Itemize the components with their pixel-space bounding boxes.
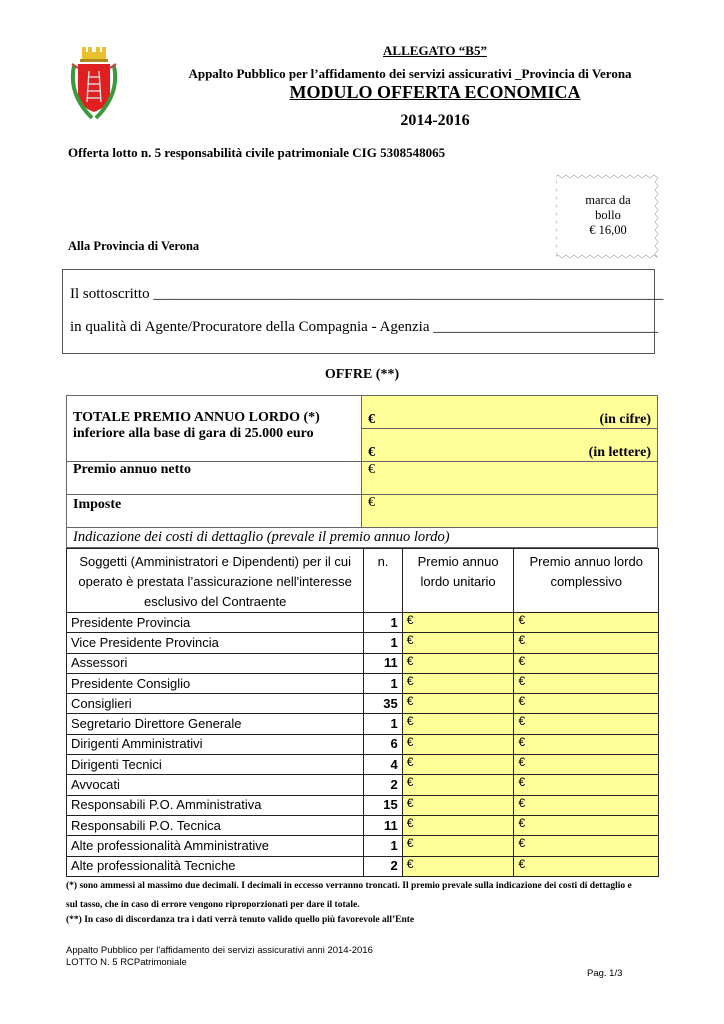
subject-count: 11	[364, 815, 402, 835]
subject-name: Alte professionalità Tecniche	[67, 856, 364, 876]
euro-sign: €	[518, 815, 526, 830]
subject-count: 1	[364, 836, 402, 856]
subject-name: Responsabili P.O. Amministrativa	[67, 795, 364, 815]
taxes-field[interactable]	[362, 495, 658, 528]
stamp-line-2: bollo	[595, 208, 621, 222]
declaration-box	[62, 269, 655, 354]
subject-count: 1	[364, 673, 402, 693]
stamp-line-1: marca da	[585, 193, 631, 207]
unit-premium-field[interactable]	[402, 673, 514, 693]
euro-sign: €	[406, 734, 414, 749]
footer-line-2: LOTTO N. 5 RCPatrimoniale	[66, 957, 187, 968]
recipient: Alla Provincia di Verona	[68, 239, 200, 253]
subject-name: Alte professionalità Amministrative	[67, 836, 364, 856]
subject-count: 2	[364, 856, 402, 876]
header-unit-premium: Premio annuo lordo unitario	[402, 549, 514, 613]
total-premium-label: TOTALE PREMIO ANNUO LORDO (*) inferiore alla base di gara di 25.000 euro	[67, 396, 362, 462]
euro-sign: €	[406, 755, 414, 770]
total-premium-field[interactable]	[514, 755, 659, 775]
total-premium-field[interactable]	[514, 613, 659, 633]
euro-sign: €	[368, 412, 375, 427]
total-premium-field[interactable]	[514, 815, 659, 835]
total-premium-field[interactable]	[514, 673, 659, 693]
euro-sign: €	[518, 856, 526, 871]
euro-sign: €	[518, 714, 526, 729]
subject-name: Consiglieri	[67, 694, 364, 714]
table-row	[67, 815, 659, 835]
total-premium-field[interactable]	[514, 633, 659, 653]
stamp-amount: € 16,00	[589, 223, 627, 237]
euro-sign: €	[518, 694, 526, 709]
total-premium-field[interactable]	[514, 714, 659, 734]
euro-sign: €	[518, 613, 526, 627]
unit-premium-field[interactable]	[402, 775, 514, 795]
subject-name: Avvocati	[67, 775, 364, 795]
subject-name: Vice Presidente Provincia	[67, 633, 364, 653]
euro-sign: €	[406, 836, 414, 851]
in-figures-label: (in cifre)	[599, 412, 651, 427]
euro-sign: €	[406, 653, 414, 668]
euro-sign: €	[368, 495, 375, 510]
euro-sign: €	[406, 815, 414, 830]
table-row	[67, 836, 659, 856]
subject-count: 1	[364, 613, 402, 633]
table-row	[67, 775, 659, 795]
subject-name: Dirigenti Tecnici	[67, 755, 364, 775]
table-row	[67, 633, 659, 653]
subject-name: Dirigenti Amministrativi	[67, 734, 364, 754]
in-words-label: (in lettere)	[588, 445, 651, 460]
euro-sign: €	[518, 755, 526, 770]
offer-table	[66, 395, 658, 528]
total-premium-figures-field[interactable]	[362, 396, 658, 429]
subject-name: Presidente Provincia	[67, 613, 364, 633]
unit-premium-field[interactable]	[402, 795, 514, 815]
euro-sign: €	[518, 673, 526, 688]
form-title: MODULO OFFERTA ECONOMICA	[289, 82, 581, 102]
subject-count: 11	[364, 653, 402, 673]
unit-premium-field[interactable]	[402, 633, 514, 653]
header-count: n.	[364, 549, 402, 613]
euro-sign: €	[518, 653, 526, 668]
subject-count: 1	[364, 633, 402, 653]
euro-sign: €	[406, 714, 414, 729]
header-subjects: Soggetti (Amministratori e Dipendenti) per il cui operato è prestata l’assicurazione nell'interesse esclusivo del Contraente	[67, 549, 364, 613]
euro-sign: €	[518, 836, 526, 851]
detail-table	[66, 548, 659, 877]
total-premium-field[interactable]	[514, 694, 659, 714]
table-row	[67, 795, 659, 815]
subject-count: 4	[364, 755, 402, 775]
euro-sign: €	[406, 694, 414, 709]
lot-description: Offerta lotto n. 5 responsabilità civile patrimoniale CIG 5308548065	[68, 145, 446, 160]
detail-costs-note: Indicazione dei costi di dettaglio (prevale il premio annuo lordo)	[66, 528, 658, 548]
table-row	[67, 856, 659, 876]
subject-count: 1	[364, 714, 402, 734]
table-row	[67, 755, 659, 775]
subject-count: 6	[364, 734, 402, 754]
euro-sign: €	[368, 462, 375, 477]
euro-sign: €	[518, 775, 526, 790]
total-premium-field[interactable]	[514, 836, 659, 856]
subject-count: 15	[364, 795, 402, 815]
table-row	[67, 613, 659, 633]
unit-premium-field[interactable]	[402, 694, 514, 714]
unit-premium-field[interactable]	[402, 613, 514, 633]
euro-sign: €	[368, 445, 375, 460]
net-premium-field[interactable]	[362, 462, 658, 495]
total-premium-words-field[interactable]	[362, 429, 658, 462]
subject-name: Presidente Consiglio	[67, 673, 364, 693]
euro-sign: €	[518, 734, 526, 749]
crown-icon	[80, 47, 108, 62]
euro-sign: €	[406, 856, 414, 871]
footnote-decimals: (*) sono ammessi al massimo due decimali. I decimali in eccesso verranno troncati. Il premio prevale sulla indicazione dei costi di dettaglio e sul tasso, che in caso di errore vengono riproporzionati per dare il totale.	[66, 881, 632, 910]
total-premium-field[interactable]	[514, 734, 659, 754]
subject-name: Assessori	[67, 653, 364, 673]
total-premium-field[interactable]	[514, 856, 659, 876]
subject-name: Segretario Direttore Generale	[67, 714, 364, 734]
footer-line-1: Appalto Pubblico per l'affidamento dei servizi assicurativi anni 2014-2016	[66, 945, 373, 956]
offer-heading: OFFRE (**)	[324, 367, 400, 382]
unit-premium-field[interactable]	[402, 815, 514, 835]
euro-sign: €	[406, 613, 414, 627]
net-premium-label: Premio annuo netto	[67, 462, 362, 495]
euro-sign: €	[406, 633, 414, 648]
page-number: Pag. 1/3	[587, 968, 623, 979]
unit-premium-field[interactable]	[402, 714, 514, 734]
footnote-discrepancy: (**) In caso di discordanza tra i dati verrà tenuto valido quello più favorevole all’Ente	[66, 915, 415, 925]
unit-premium-field[interactable]	[402, 734, 514, 754]
total-premium-field[interactable]	[514, 795, 659, 815]
agency-field[interactable]: in qualità di Agente/Procuratore della Compagnia - Agenzia ______________________________	[70, 319, 659, 335]
header-total-premium: Premio annuo lordo complessivo	[514, 549, 659, 613]
euro-sign: €	[518, 795, 526, 810]
form-years: 2014-2016	[400, 112, 470, 129]
coat-of-arms-icon	[66, 44, 122, 124]
total-premium-field[interactable]	[514, 653, 659, 673]
table-row	[67, 694, 659, 714]
unit-premium-field[interactable]	[402, 755, 514, 775]
euro-sign: €	[406, 775, 414, 790]
unit-premium-field[interactable]	[402, 856, 514, 876]
tender-subtitle: Appalto Pubblico per l’affidamento dei servizi assicurativi _Provincia di Verona	[188, 66, 632, 81]
subject-count: 35	[364, 694, 402, 714]
subject-name: Responsabili P.O. Tecnica	[67, 815, 364, 835]
table-row	[67, 714, 659, 734]
attachment-label: ALLEGATO “B5”	[383, 43, 487, 58]
revenue-stamp	[556, 193, 660, 238]
euro-sign: €	[518, 633, 526, 648]
total-premium-field[interactable]	[514, 775, 659, 795]
subject-count: 2	[364, 775, 402, 795]
table-row	[67, 734, 659, 754]
taxes-label: Imposte	[67, 495, 362, 528]
table-row	[67, 673, 659, 693]
euro-sign: €	[406, 795, 414, 810]
table-row	[67, 653, 659, 673]
unit-premium-field[interactable]	[402, 836, 514, 856]
euro-sign: €	[406, 673, 414, 688]
signatory-field[interactable]: Il sottoscritto ____________________________________________________________________	[70, 286, 664, 302]
unit-premium-field[interactable]	[402, 653, 514, 673]
